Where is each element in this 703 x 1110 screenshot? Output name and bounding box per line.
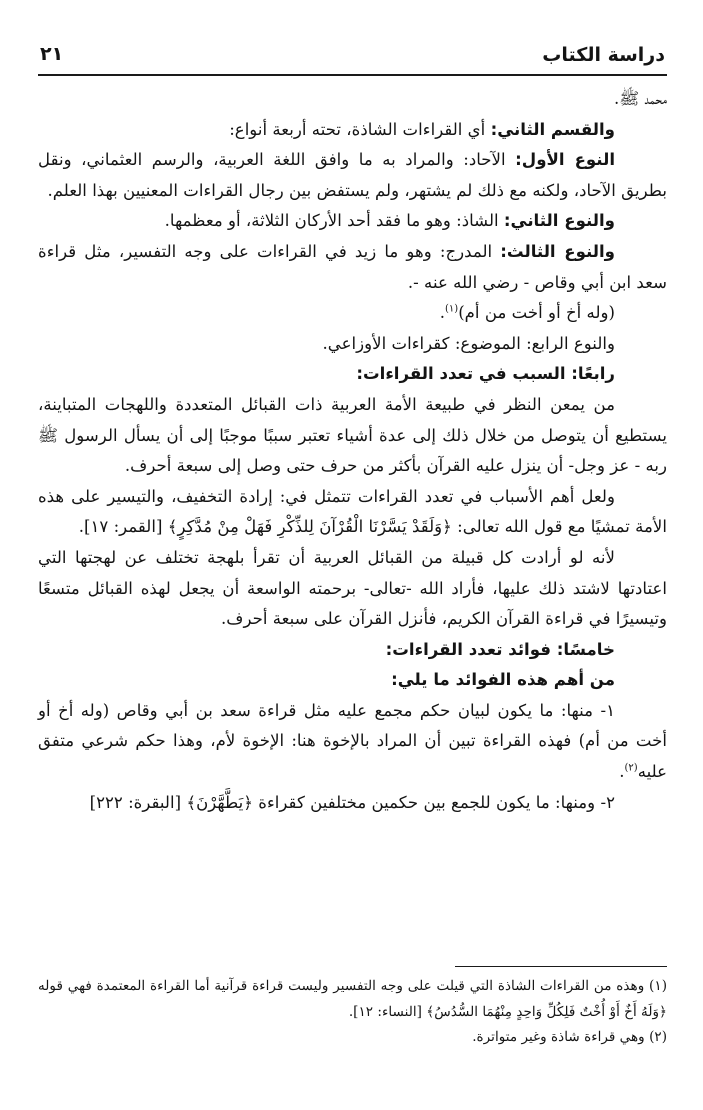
main-text [38, 84, 667, 818]
paragraph-text: الشاذ: وهو ما فقد أحد الأركان الثلاثة، أو معظمها. [164, 211, 504, 231]
paragraph: من يمعن النظر في طبيعة الأمة العربية ذات القبائل المتعددة واللهجات المتباينة، يستطيع أن يتوصل من خلال ذلك إلى عدة أشياء تعتبر سببًا موجبًا إلى أن يسأل الرسول ﷺ ربه - عز وجل- أن ينزل عليه القرآن بأكثر من حرف حتى وصل إلى سبعة أحرف. [38, 394, 667, 476]
footnote-2: (٢) وهي قراءة شاذة وغير متواترة. [472, 1029, 667, 1045]
paragraph-type-one [38, 145, 667, 206]
section-heading: رابعًا: السبب في تعدد القراءات: [356, 364, 615, 384]
footnotes [38, 974, 667, 1051]
paragraph-text: (وله أخ أو أخت من أم) [458, 303, 615, 323]
footnote-reference[interactable]: (٢) [624, 762, 638, 774]
paragraph-with-verse [38, 482, 667, 543]
type-label: والنوع الثالث: [500, 241, 615, 261]
header-title: دراسة الكتاب [542, 44, 665, 66]
paragraph-text: ٢- ومنها: ما يكون للجمع بين حكمين مختلفين كقراءة [253, 792, 615, 812]
paragraph-text: أي القراءات الشاذة، تحته أربعة أنواع: [229, 119, 491, 139]
verse-citation: [البقرة: ٢٢٢] [89, 792, 187, 812]
quran-verse: ﴿وَلَقَدْ يَسَّرْنَا الْقُرْآنَ لِلذِّكْرِ فَهَلْ مِنْ مُدَّكِرٍ﴾ [167, 517, 452, 537]
footnote-reference[interactable]: (١) [445, 303, 459, 315]
paragraph-type-four: والنوع الرابع: الموضوع: كقراءات الأوزاعي. [322, 333, 615, 353]
paragraph-benefit-two [38, 788, 667, 819]
quran-verse: ﴿يَطَّهَّرْنَ﴾ [186, 792, 254, 812]
paragraph-text: ١- منها: ما يكون لبيان حكم مجمع عليه مثل قراءة سعد بن أبي وقاص (وله أخ أو أخت من أم) فهذه القراءة تبين أن المراد بالإخوة هنا: الإخوة لأم، وهذا حكم شرعي متفق عليه [38, 700, 667, 782]
paragraph: لأنه لو أرادت كل قبيلة من القبائل العربية أن تقرأ بلهجة تختلف عن لهجتها التي اعتادتها لاشتد ذلك عليها، فأراد الله -تعالى- برحمته الواسعة أن يجعل لهذه القبائل متسعًا وتيسيرًا في قراءة القرآن الكريم، فأنزل القرآن على سبعة أحرف. [38, 547, 667, 629]
type-label: والنوع الثاني: [503, 211, 615, 231]
quran-verse: ﴿وَلَهُ أَخٌ أَوْ أُخْتٌ فَلِكُلِّ وَاحِدٍ مِنْهُمَا السُّدُسُ﴾ [426, 1003, 667, 1020]
verse-citation: [النساء: ١٢]. [348, 1003, 427, 1020]
paragraph-type-two [38, 206, 667, 237]
page-number: ٢١ [40, 43, 64, 65]
footnote-1 [38, 974, 667, 1025]
verse-citation: [القمر: ١٧]. [78, 517, 168, 537]
paragraph-reading-example [38, 298, 667, 329]
paragraph-text: . [619, 762, 625, 782]
section-label: والقسم الثاني: [490, 119, 615, 139]
paragraph-text: . [439, 303, 445, 323]
type-label: النوع الأول: [515, 150, 616, 170]
paragraph-second-section [38, 115, 667, 146]
paragraph-benefit-one [38, 696, 667, 788]
footnote-divider [455, 966, 667, 967]
running-header [38, 40, 667, 76]
paragraph-continuation: محمد ﷺ. [613, 89, 667, 108]
section-heading: خامسًا: فوائد تعدد القراءات: [385, 639, 615, 659]
paragraph-type-three [38, 237, 667, 298]
paragraph-text: المدرج: وهو ما زيد في القراءات على وجه التفسير، مثل قراءة سعد ابن أبي وقاص - رضي الله عنه -. [38, 241, 667, 292]
paragraph-text: الآحاد: والمراد به ما وافق اللغة العربية، والرسم العثماني، ونقل بطريق الآحاد، ولكنه مع ذلك لم يشتهر، ولم يستفض بين رجال القراءات المعنيين بهذا العلم. [38, 150, 667, 200]
paragraph-text: ولعل أهم الأسباب في تعدد القراءات تتمثل في: إرادة التخفيف، والتيسير على هذه الأمة تمشيًا مع قول الله تعالى: [38, 486, 667, 537]
footnote-text: (١) وهذه من القراءات الشاذة التي قيلت على وجه التفسير وليست قراءة قرآنية أما القراءة المعتمدة فهي قوله [38, 978, 667, 994]
subheading: من أهم هذه الفوائد ما يلي: [391, 670, 615, 690]
